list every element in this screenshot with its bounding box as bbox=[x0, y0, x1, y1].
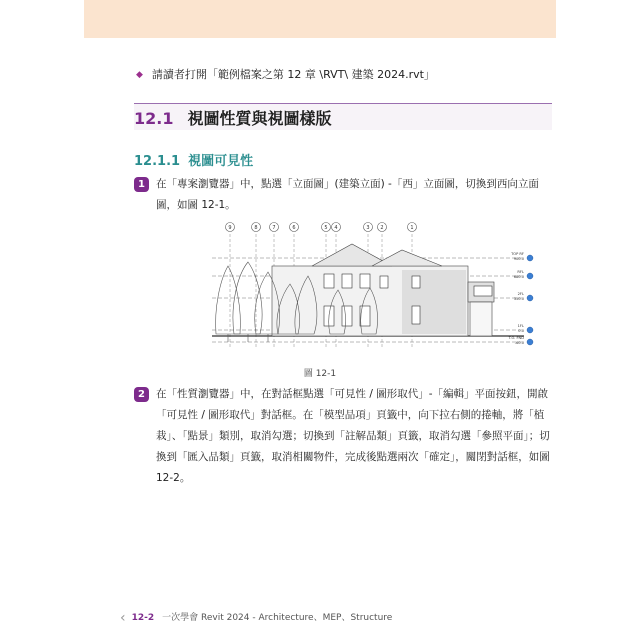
grid-label: 3 bbox=[366, 225, 370, 231]
step-1 bbox=[134, 174, 554, 216]
section-heading bbox=[134, 106, 332, 129]
book-title: 一次學會 Revit 2024 - Architecture、MEP、Structure bbox=[162, 613, 393, 623]
level-name: RFL bbox=[517, 270, 524, 274]
level-name: 1FL bbox=[517, 324, 524, 328]
facade-texture bbox=[402, 270, 466, 334]
step-badge-1: 1 bbox=[134, 177, 149, 192]
diamond-bullet-icon: ◆ bbox=[136, 70, 143, 80]
grid-label: 4 bbox=[334, 225, 338, 231]
intro-text: 請讀者打開「範例檔案之第 12 章 \RVT\ 建築 2024.rvt」 bbox=[151, 68, 435, 81]
level-value: 350.0 bbox=[513, 297, 524, 301]
level-name: 2FL bbox=[517, 292, 524, 296]
page-footer bbox=[120, 610, 392, 626]
grid-label: 8 bbox=[254, 225, 258, 231]
step-badge-2: 2 bbox=[134, 387, 149, 402]
grid-label: 2 bbox=[380, 225, 384, 231]
figure-caption: 圖 12-1 bbox=[303, 369, 337, 379]
level-value: -60.0 bbox=[514, 341, 524, 345]
step-text-1: 在「專案瀏覽器」中，點選「立面圖」(建築立面) -「西」立面圖，切換到西向立面圖，如圖 12-1。 bbox=[156, 178, 539, 211]
section-title: 視圖性質與視圖樣版 bbox=[187, 109, 332, 128]
subsection-number: 12.1.1 bbox=[134, 154, 181, 169]
level-value: 0.0 bbox=[518, 329, 524, 333]
step-text-2: 在「性質瀏覽器」中，在對話框點選「可見性 / 圖形取代」-「編輯」平面按鈕，開啟「可見性 / 圖形取代」對話框。在「模型品項」頁籤中，向下拉右側的捲軸，將「植栽」、「點景」類別，取消勾選；切換到「註解品類」頁籤，取消勾選「參照平面」；切換到「匯入品類」頁籤，取消相關物件，完成後點選兩次「確定」，關閉對話框，如圖 12-2。 bbox=[156, 388, 550, 484]
step-2 bbox=[134, 384, 554, 489]
grid-label: 5 bbox=[324, 225, 328, 231]
level-name: T.O. FND bbox=[508, 336, 524, 340]
section-number: 12.1 bbox=[134, 109, 174, 128]
intro-bullet bbox=[136, 66, 435, 82]
grid-label: 9 bbox=[228, 225, 232, 231]
top-color-band bbox=[84, 0, 556, 38]
book-page bbox=[84, 0, 556, 640]
level-value: 900.0 bbox=[513, 257, 524, 261]
grid-label: 7 bbox=[272, 225, 276, 231]
level-markers bbox=[527, 255, 533, 345]
level-value: 680.0 bbox=[513, 275, 524, 279]
subsection-heading bbox=[134, 150, 253, 169]
west-elevation-figure bbox=[212, 218, 544, 358]
level-name: TOP RF bbox=[511, 252, 524, 256]
chevron-left-icon: ‹ bbox=[120, 610, 126, 626]
page-number: 12-2 bbox=[131, 613, 155, 623]
subsection-title: 視圖可見性 bbox=[188, 154, 254, 169]
grid-label: 6 bbox=[292, 225, 296, 231]
grid-label: 1 bbox=[410, 225, 414, 231]
